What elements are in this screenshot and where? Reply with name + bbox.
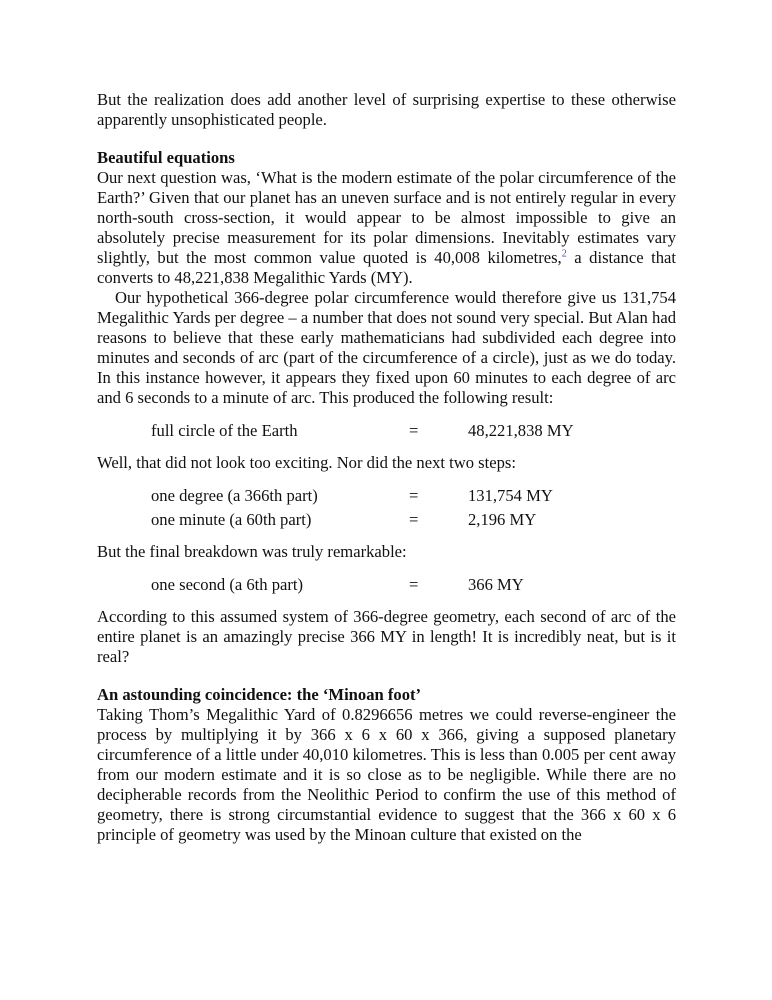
equation-row (97, 573, 676, 597)
section-heading-minoan-foot: An astounding coincidence: the ‘Minoan foot’ (97, 685, 422, 704)
equation-label: one minute (a 60th part) (151, 510, 312, 529)
paragraph-text: Our next question was, ‘What is the modern estimate of the polar circumference of the Earth?’ Given that our planet has an uneven surface and is not entirely regular in every north-south cross-section, it would appear to be almost impossible to give an absolutely precise measurement for its polar dimensions. Inevitably estimates vary slightly, but the most common value quoted is 40,008 kilometres, (97, 168, 676, 267)
equation-label: one second (a 6th part) (151, 575, 304, 594)
section-heading-beautiful-equations: Beautiful equations (97, 148, 235, 167)
next-steps-paragraph: Well, that did not look too exciting. Nor did the next two steps: (97, 453, 516, 472)
equation-value: 2,196 MY (468, 510, 537, 529)
reverse-engineer-paragraph: Taking Thom’s Megalithic Yard of 0.8296656 metres we could reverse-engineer the process by multiplying it by 366 x 6 x 60 x 366, giving a supposed planetary circumference of a little under 40,010 kilometres. This is less than 0.005 per cent away from our modern estimate and it is so close as to be negligible. While there are no decipherable records from the Neolithic Period to confirm the use of this method of geometry, there is strong circumstantial evidence to suggest that the 366 x 60 x 6 principle of geometry was used by the Minoan culture that existed on the (97, 705, 676, 844)
document-page (97, 90, 676, 845)
equation-row (97, 419, 676, 443)
footnote-link[interactable]: 2 (561, 248, 567, 260)
equals-sign: = (409, 486, 419, 505)
final-breakdown-paragraph: But the final breakdown was truly remarkable: (97, 542, 407, 561)
equation-block-full-circle (97, 419, 676, 443)
paragraph-text: a distance that converts to 48,221,838 Megalithic Yards (MY). (97, 248, 676, 287)
equals-sign: = (409, 575, 419, 594)
equation-row (97, 484, 676, 508)
equation-row (97, 508, 676, 532)
equation-value: 131,754 MY (468, 486, 553, 505)
intro-paragraph: But the realization does add another level of surprising expertise to these otherwise apparently unsophisticated people. (97, 90, 676, 129)
equation-block-degree-minute (97, 484, 676, 532)
equals-sign: = (409, 421, 419, 440)
polar-circumference-paragraph (97, 168, 676, 288)
equation-value: 48,221,838 MY (468, 421, 574, 440)
conclusion-paragraph: According to this assumed system of 366-degree geometry, each second of arc of the entire planet is an amazingly precise 366 MY in length! It is incredibly neat, but is it real? (97, 607, 676, 666)
equation-value: 366 MY (468, 575, 524, 594)
equals-sign: = (409, 510, 419, 529)
hypothetical-circumference-paragraph: Our hypothetical 366-degree polar circumference would therefore give us 131,754 Megalithic Yards per degree – a number that does not sound very special. But Alan had reasons to believe that these early mathematicians had subdivided each degree into minutes and seconds of arc (part of the circumference of a circle), just as we do today. In this instance however, it appears they fixed upon 60 minutes to each degree of arc and 6 seconds to a minute of arc. This produced the following result: (97, 288, 676, 407)
equation-label: full circle of the Earth (151, 421, 298, 440)
equation-block-second (97, 573, 676, 597)
equation-label: one degree (a 366th part) (151, 486, 318, 505)
